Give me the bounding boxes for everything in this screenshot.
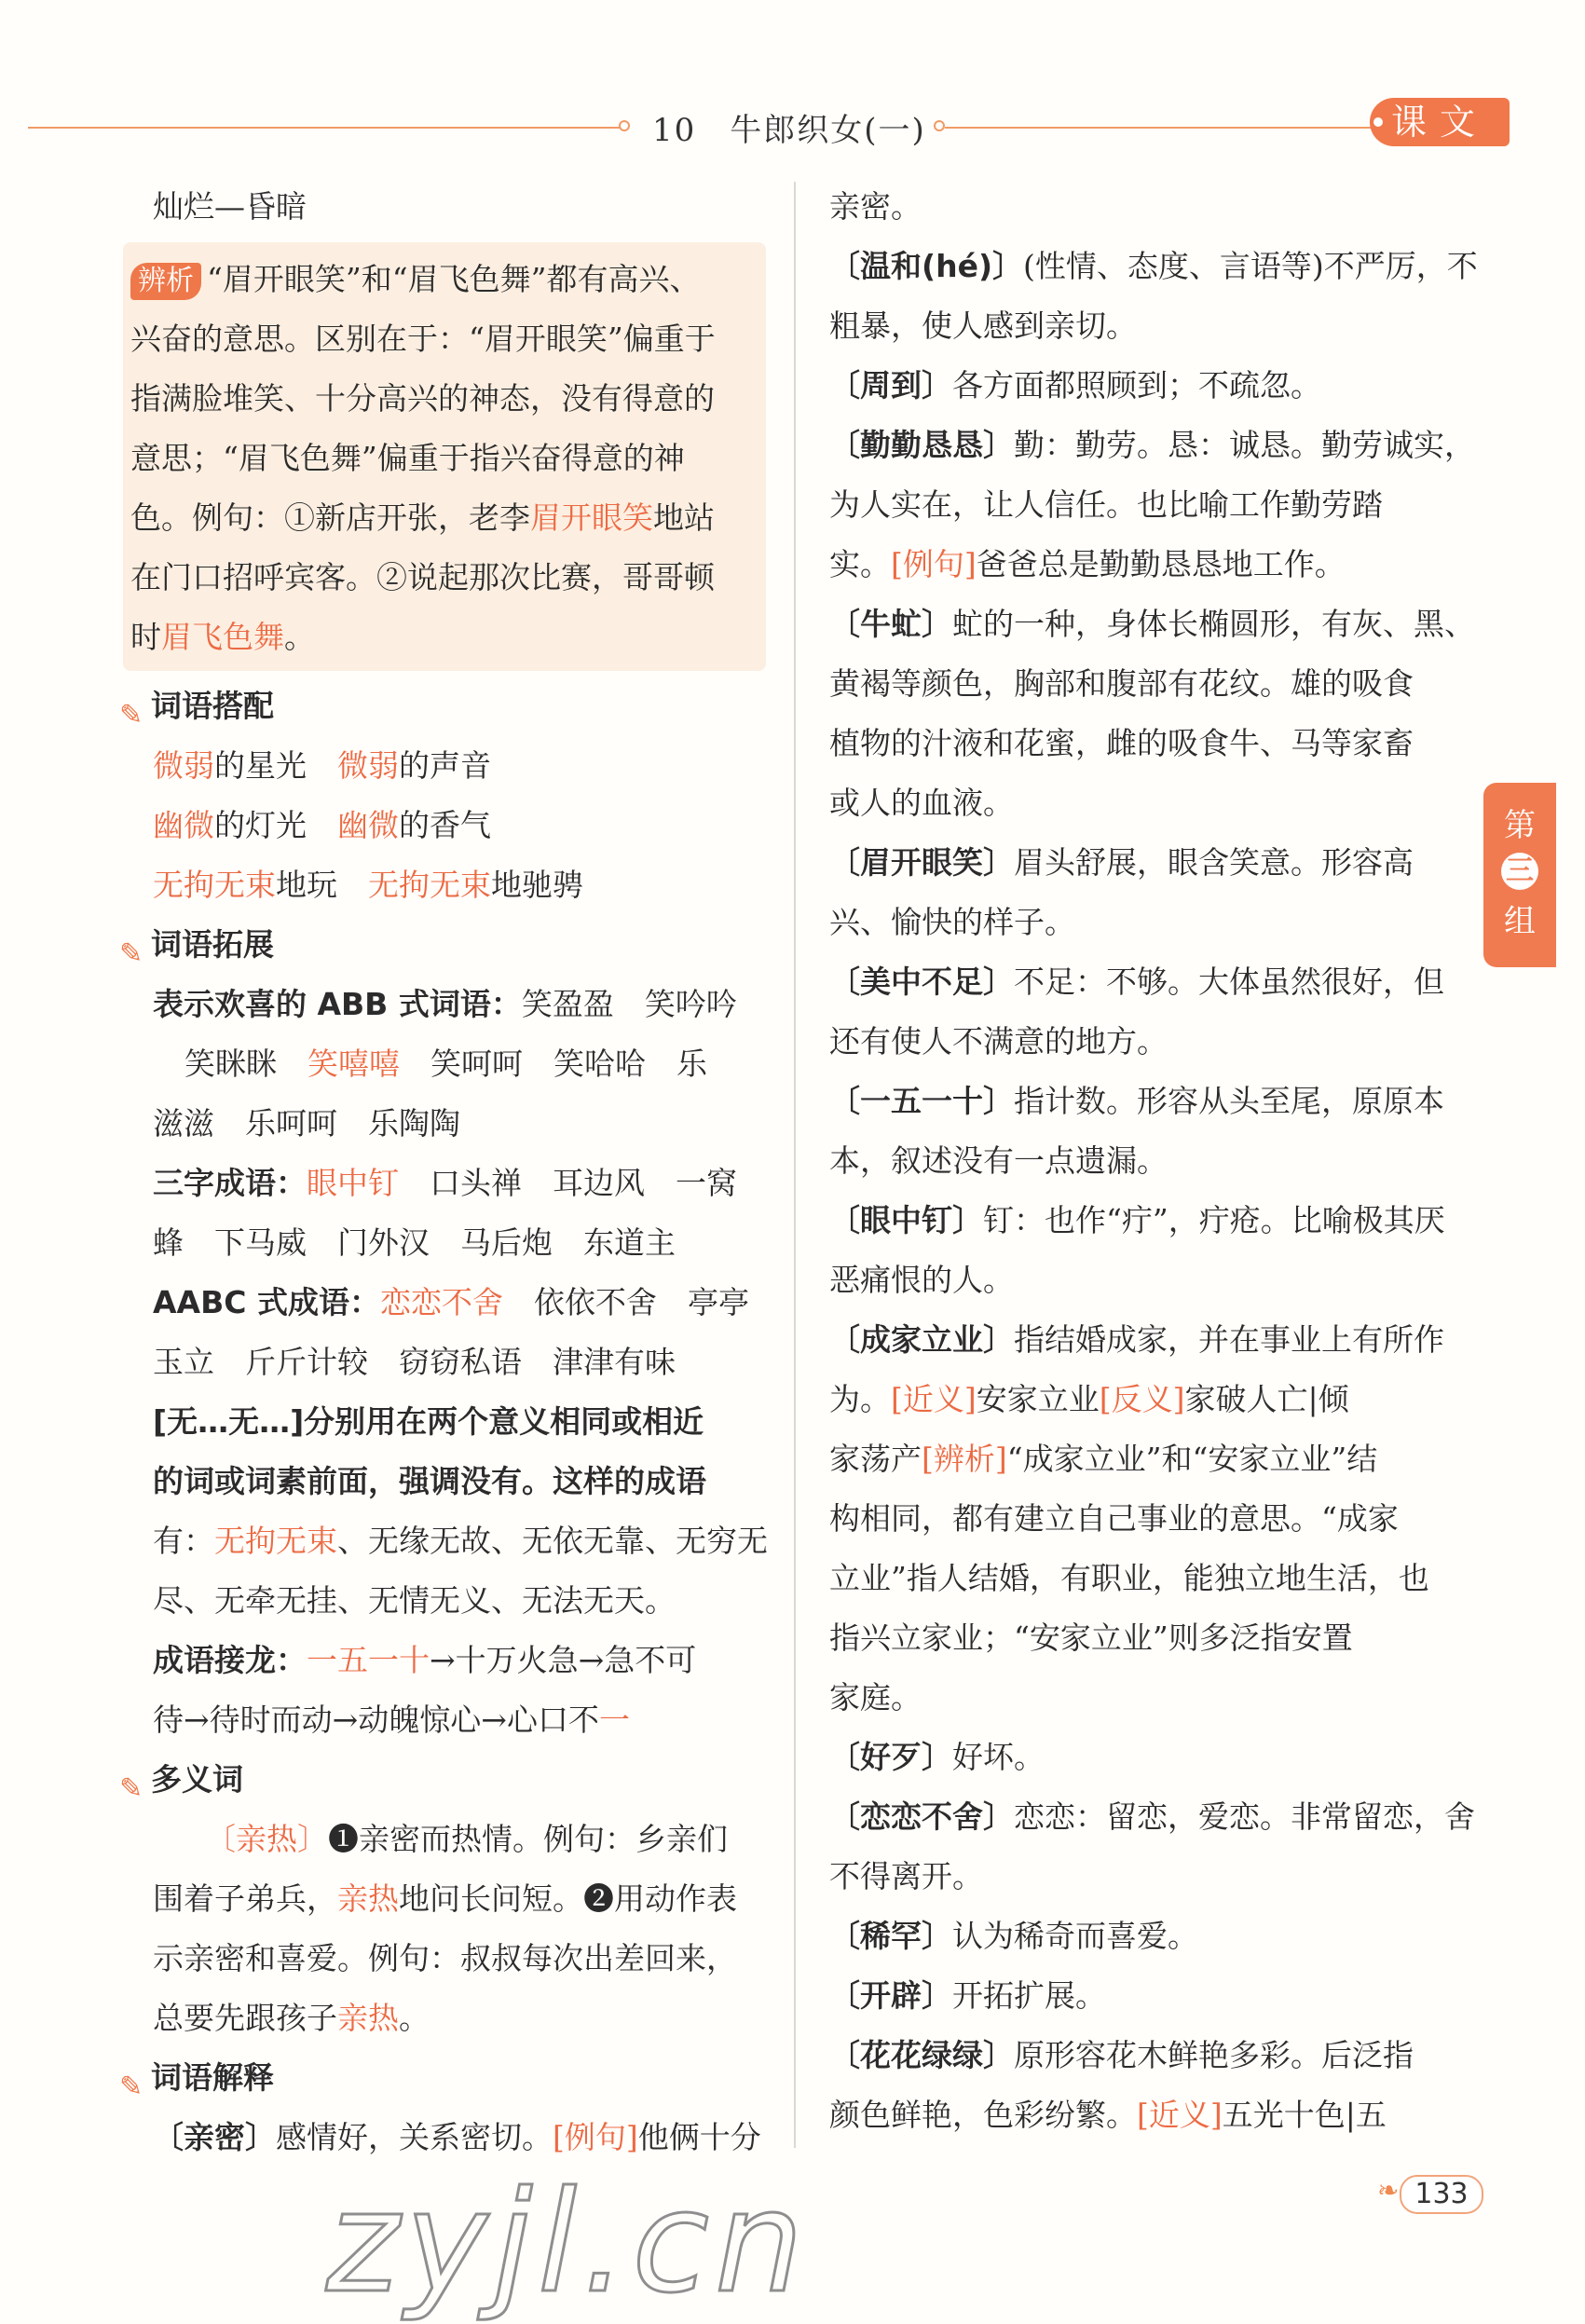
entry-line: 粗暴，使人感到亲切。 [829,308,1137,344]
pen-icon: ✎ [119,1772,143,1805]
side-tab-bottom: 组 [1504,903,1536,940]
entry-line: 〔眉开眼笑〕眉头舒展，眼含笑意。形容高 [829,844,1414,881]
watermark: zyjl.cn [326,2162,810,2324]
entry-line: 〔花花绿绿〕原形容花木鲜艳多彩。后泛指 [829,2037,1414,2073]
jielong-line: 待→待时而动→动魄惊心→心口不一 [153,1702,630,1738]
entry-line: 家荡产[辨析]“成家立业”和“安家立业”结 [829,1441,1378,1477]
header-dot-left [619,120,630,131]
duoyi-line: 示亲密和喜爱。例句：叔叔每次出差回来， [153,1940,737,1976]
entry-line: 颜色鲜艳，色彩纷繁。[近义]五光十色|五 [829,2097,1387,2133]
header-rule-right [945,127,1373,129]
antonym-line: 灿烂—昏暗 [153,188,307,225]
lesson-title: 10 牛郎织女(一) [652,112,926,149]
entry-line: 〔恋恋不舍〕恋恋：留恋，爱恋。非常留恋，舍 [829,1798,1475,1835]
entry-line: 〔一五一十〕指计数。形容从头至尾，原原本 [829,1083,1444,1119]
entry-line: 立业”指人结婚，有职业，能独立地生活，也 [829,1560,1429,1596]
jielong-line: 成语接龙：一五一十→十万火急→急不可 [153,1642,697,1678]
aabc-line: 玉立 斤斤计较 窃窃私语 津津有味 [153,1344,676,1380]
entry-line: 实。[例句]爸爸总是勤勤恳恳地工作。 [829,546,1346,582]
section-tag: 课文 [1370,98,1510,146]
wu-line: 的词或词素前面，强调没有。这样的成语 [153,1463,706,1499]
entry-line: 〔美中不足〕不足：不够。大体虽然很好，但 [829,964,1444,1000]
entry-line: 家庭。 [829,1679,922,1716]
entry-line: 为。[近义]安家立业[反义]家破人亡|倾 [829,1381,1349,1417]
wu-line: [无…无…]分别用在两个意义相同或相近 [153,1403,704,1440]
duoyi-line: 总要先跟孩子亲热。 [153,2000,430,2036]
entry-line: 或人的血液。 [829,785,1014,821]
page-number: 133 [1400,2175,1483,2214]
section-heading-jieshi: ✎ 词语解释 [130,2048,773,2108]
bianxi-text: 兴奋的意思。区别在于：“眉开眼笑”偏重于 [130,321,716,357]
collocation-row: 微弱的星光 微弱的声音 [153,747,491,784]
entry-line: 〔开辟〕开拓扩展。 [829,1977,1106,2014]
entry-line: 〔稀罕〕认为稀奇而喜爱。 [829,1918,1198,1954]
entry-line: 黄褐等颜色，胸部和腹部有花纹。雄的吸食 [829,665,1414,702]
entry-line: 兴、愉快的样子。 [829,904,1075,940]
entry-line: 还有使人不满意的地方。 [829,1023,1168,1059]
right-column [829,177,1478,2145]
pen-icon: ✎ [119,937,143,970]
left-column [119,177,773,2167]
section-heading-tuozhan: ✎ 词语拓展 [130,915,773,975]
header-dot-right [934,120,945,131]
entry-line: 指兴立家业；“安家立业”则多泛指安置 [829,1620,1353,1656]
abb-line: 表示欢喜的 ABB 式词语：笑盈盈 笑吟吟 [153,986,737,1022]
entry-line: 〔亲密〕感情好，关系密切。[例句]他俩十分 [153,2119,761,2155]
section-tag-dot [1373,117,1383,127]
entry-line: 本，叙述没有一点遗漏。 [829,1142,1168,1179]
wu-line: 有：无拘无束、无缘无故、无依无靠、无穷无 [153,1523,768,1559]
entry-line: 〔成家立业〕指结婚成家，并在事业上有所作 [829,1321,1444,1358]
pen-icon: ✎ [119,2071,143,2103]
abb-line: 笑眯眯 笑嘻嘻 笑呵呵 笑哈哈 乐 [184,1046,707,1082]
bianxi-text: 意思；“眉飞色舞”偏重于指兴奋得意的神 [130,440,685,476]
entry-line: 〔温和(hé)〕(性情、态度、言语等)不严厉，不 [829,248,1478,284]
header-rule-left [28,127,624,129]
unit-side-tab [1483,783,1556,967]
highlight-term: 眉开眼笑 [530,499,653,536]
entry-line: 〔眼中钉〕钉：也作“疔”，疔疮。比喻极其厌 [829,1202,1445,1238]
sanzi-line: 三字成语：眼中钉 口头禅 耳边风 一窝 [153,1165,737,1201]
leaf-icon: ❧ [1377,2175,1400,2206]
bianxi-text: 色。例句：①新店开张，老李 [130,499,530,536]
duoyi-line: 〔亲热〕❶亲密而热情。例句：乡亲们 [205,1821,728,1857]
section-heading-dapei: ✎ 词语搭配 [130,677,773,736]
side-tab-number: 三 [1501,853,1538,890]
bianxi-tag: 辨析 [130,263,201,300]
entry-line: 〔周到〕各方面都照顾到；不疏忽。 [829,367,1321,403]
entry-line: 〔好歹〕好坏。 [829,1739,1045,1775]
bianxi-text: 在门口招呼宾客。②说起那次比赛，哥哥顿 [130,559,715,595]
entry-line: 构相同，都有建立自己事业的意思。“成家 [829,1500,1399,1537]
abb-line: 滋滋 乐呵呵 乐陶陶 [153,1105,460,1141]
collocation-row: 幽微的灯光 幽微的香气 [153,807,491,843]
highlight-term: 眉飞色舞 [161,619,284,655]
collocation-row: 无拘无束地玩 无拘无束地驰骋 [153,867,583,903]
section-heading-duoyi: ✎ 多义词 [130,1750,773,1810]
column-divider [794,182,796,2148]
entry-line: 亲密。 [829,188,922,225]
entry-line: 为人实在，让人信任。也比喻工作勤劳踏 [829,486,1383,523]
entry-line: 恶痛恨的人。 [829,1262,1014,1298]
bianxi-text: “眉开眼笑”和“眉飞色舞”都有高兴、 [207,261,701,297]
duoyi-line: 围着子弟兵，亲热地问长问短。❷用动作表 [153,1880,737,1917]
aabc-line: AABC 式成语：恋恋不舍 依依不舍 亭亭 [153,1284,749,1320]
entry-line: 不得离开。 [829,1858,983,1894]
sanzi-line: 蜂 下马威 门外汉 马后炮 东道主 [153,1224,676,1261]
entry-line: 〔牛虻〕虻的一种，身体长椭圆形，有灰、黑、 [829,606,1475,642]
wu-line: 尽、无牵无挂、无情无义、无法无天。 [153,1582,676,1619]
bianxi-text: 时 [130,619,161,655]
bianxi-text: 指满脸堆笑、十分高兴的神态，没有得意的 [130,380,715,417]
entry-line: 植物的汁液和花蜜，雌的吸食牛、马等家畜 [829,725,1414,761]
bianxi-text: 。 [284,619,315,655]
pen-icon: ✎ [119,699,143,731]
entry-line: 〔勤勤恳恳〕勤：勤劳。恳：诚恳。勤劳诚实， [829,427,1475,463]
bianxi-text: 地站 [653,499,715,536]
bianxi-box [123,242,766,671]
side-tab-top: 第 [1504,807,1536,844]
